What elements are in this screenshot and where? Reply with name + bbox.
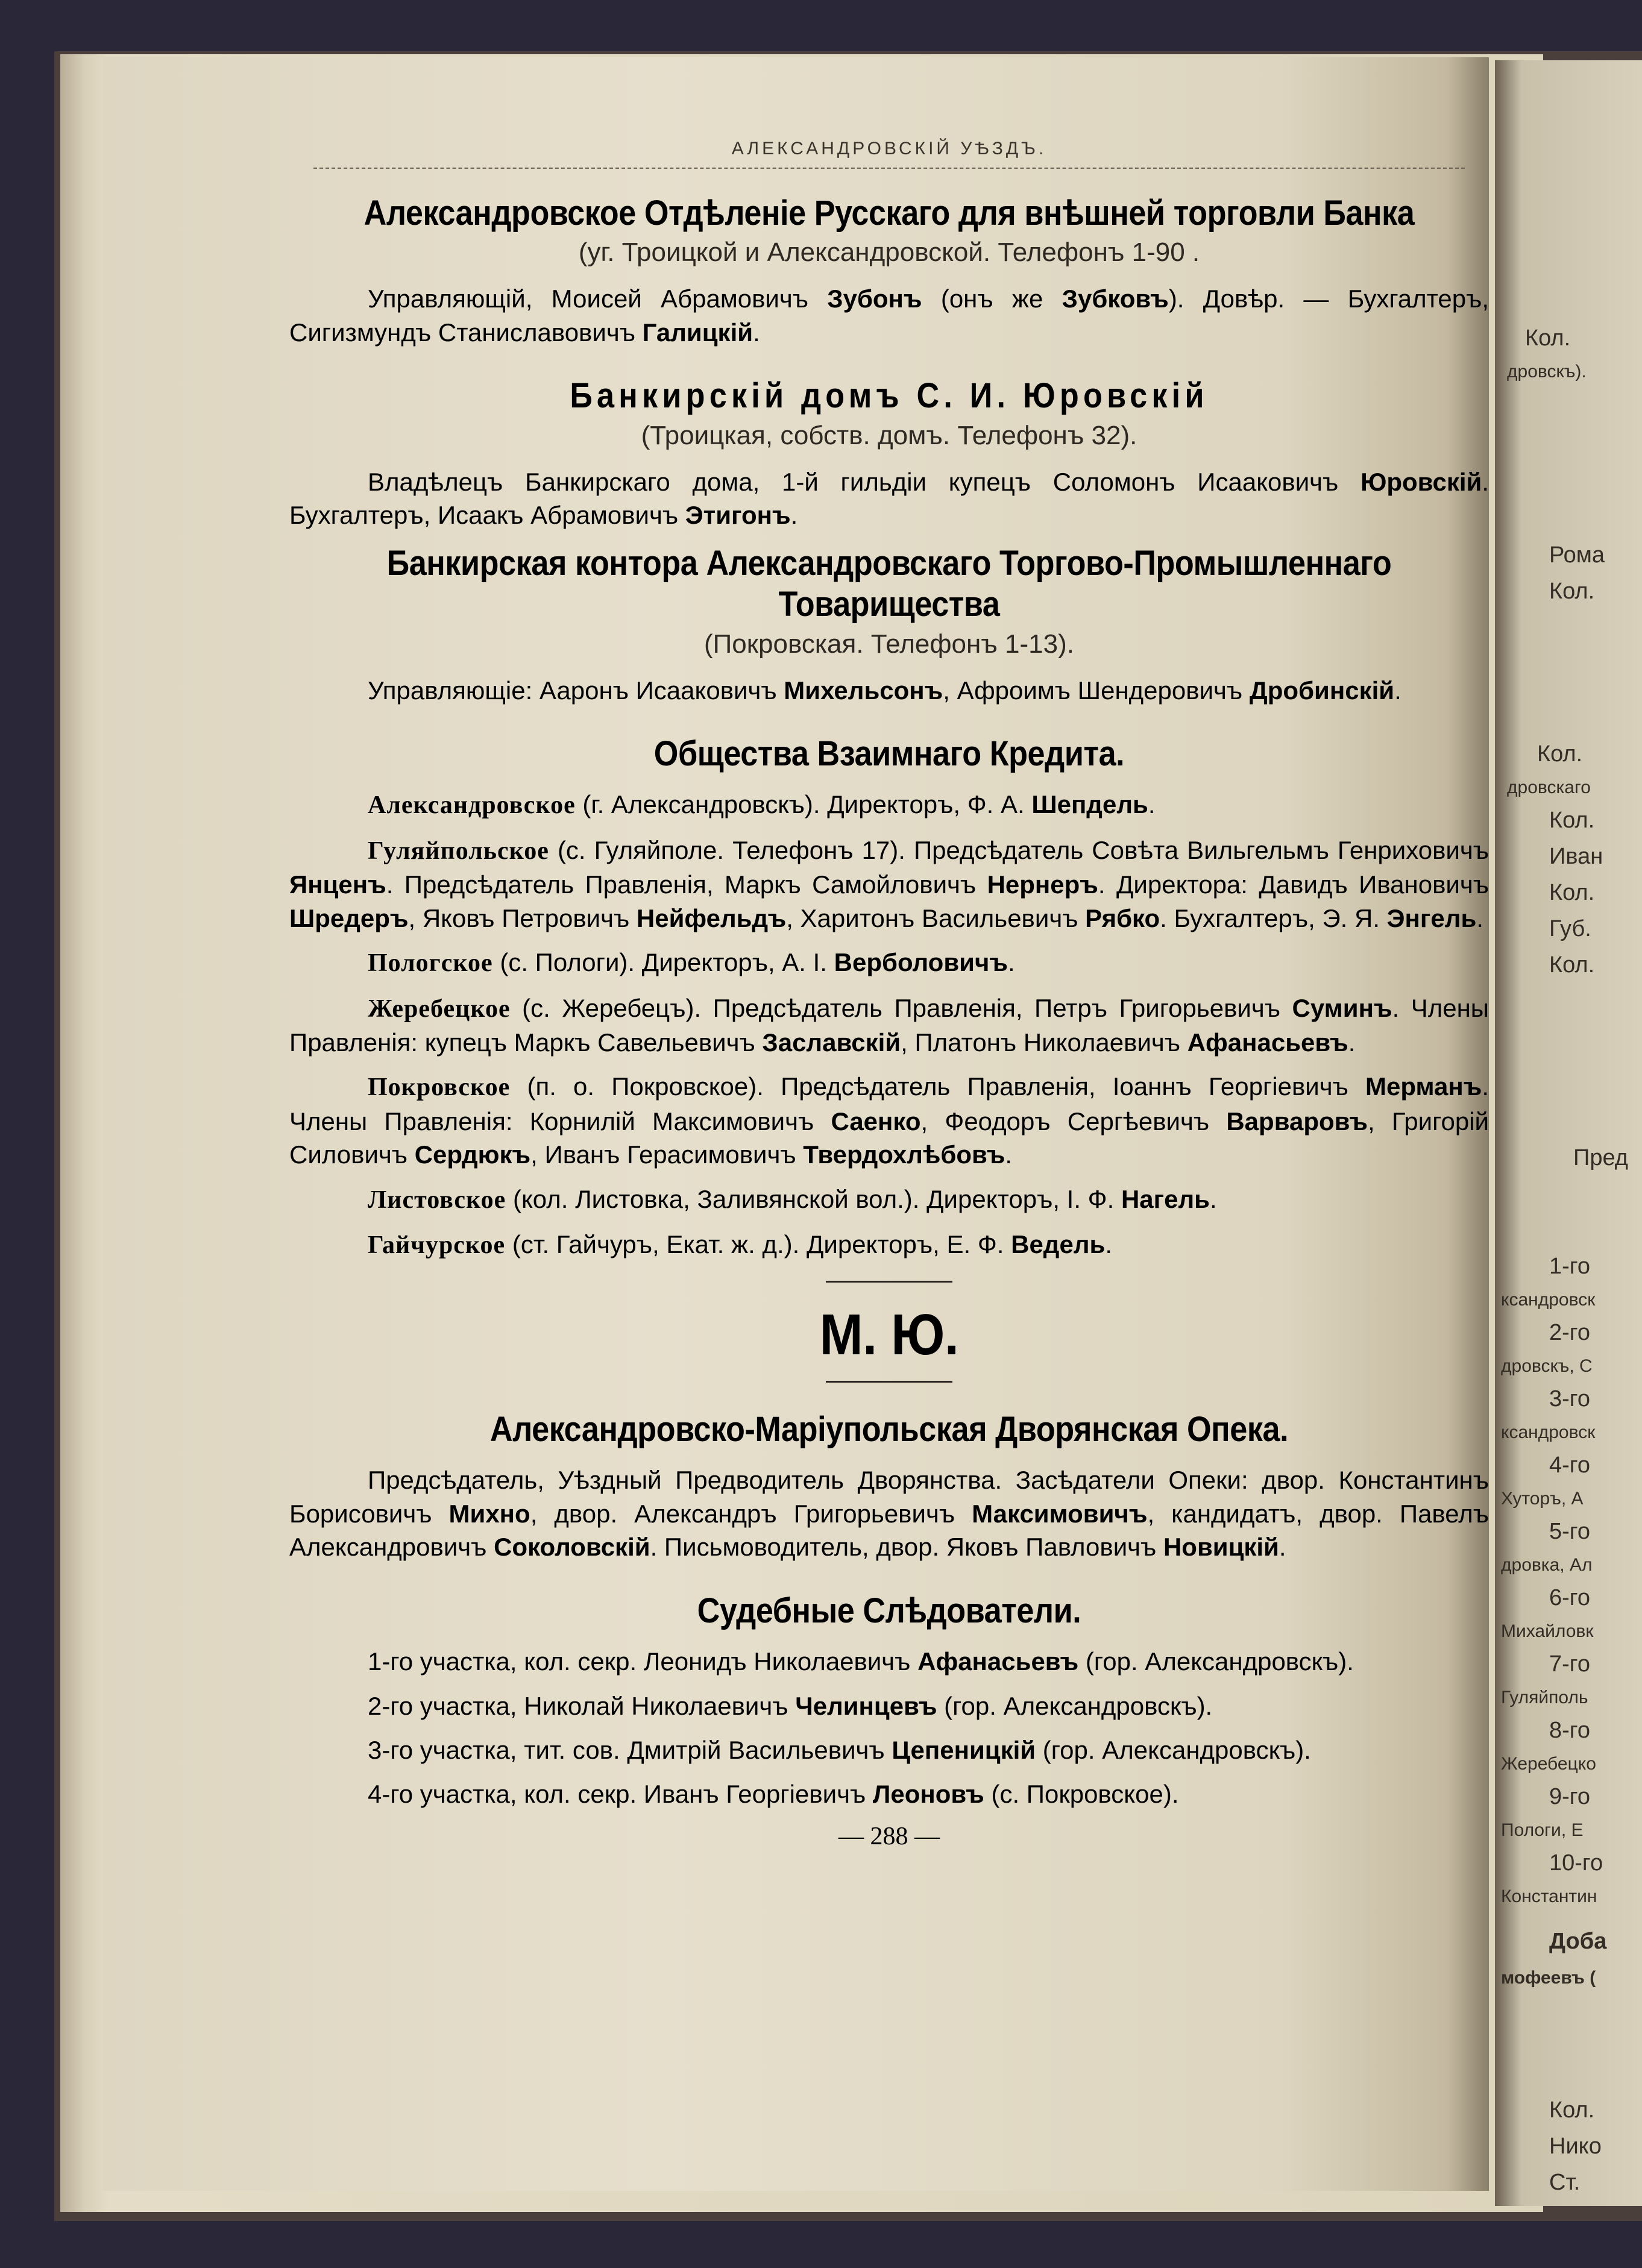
list-item: Жеребецкое (с. Жеребецъ). Предсѣдатель Правленія, Петръ Григорьевичъ Суминъ. Члены Правленія: купецъ Маркъ Савельевичъ Заславскій, Платонъ Николаевичъ Афанасьевъ. <box>289 993 1489 1057</box>
fragment: ксандровск <box>1501 1290 1596 1310</box>
fragment: Жеребецко <box>1501 1754 1596 1774</box>
entry-paragraph: Управляющій, Моисей Абрамовичъ Зубонъ (онъ же Зубковъ). Довѣр. — Бухгалтеръ, Сигизмундъ Станиславовичъ Галицкій. <box>289 284 1489 347</box>
fragment: 8-го <box>1549 1718 1590 1743</box>
fragment: Ст. <box>1549 2170 1581 2195</box>
fragment: 6-го <box>1549 1585 1590 1610</box>
fragment: дровскаго <box>1507 777 1591 797</box>
fragment: Рома <box>1549 542 1605 568</box>
fragment: 10-го <box>1549 1850 1603 1876</box>
fragment: Кол. <box>1525 325 1571 351</box>
running-head: АЛЕКСАНДРОВСКІЙ УѢЗДЪ. <box>313 139 1465 169</box>
fragment: мофеевъ ( <box>1501 1968 1596 1988</box>
fragment: Губ. <box>1549 916 1591 941</box>
fragment: Хуторъ, А <box>1501 1489 1584 1509</box>
page-content <box>289 139 1489 1851</box>
divider <box>826 1381 952 1383</box>
section-address: (уг. Троицкой и Александровской. Телефонъ 1-90 . <box>578 237 1200 268</box>
fragment: Кол. <box>1549 2097 1595 2123</box>
section-title-noble-guardianship: Александровско-Маріупольская Дворянская Опека. <box>489 1409 1289 1449</box>
fragment: дровка, Ал <box>1501 1555 1593 1575</box>
entry-paragraph: Управляющіе: Ааронъ Исааковичъ Михельсонъ, Афроимъ Шендеровичъ Дробинскій. <box>368 676 1401 705</box>
page-number: — 288 — <box>838 1822 940 1850</box>
list-item: Александровское (г. Александровскъ). Директоръ, Ф. А. Шепдель. <box>368 790 1156 820</box>
fragment: Иван <box>1549 844 1603 869</box>
right-page-fragment <box>1495 60 1642 2206</box>
section-title-banking-office: Банкирская контора Александровскаго Торгово-Промышленнаго Товарищества <box>386 543 1392 624</box>
list-item: Гайчурское (ст. Гайчуръ, Екат. ж. д.). Директоръ, Е. Ф. Ведель. <box>368 1230 1112 1260</box>
fragment: Кол. <box>1549 880 1595 905</box>
fragment: 2-го <box>1549 1320 1590 1345</box>
fragment: 4-го <box>1549 1453 1590 1478</box>
list-item: 2-го участка, Николай Николаевичъ Челинцевъ (гор. Александровскъ). <box>368 1691 1213 1720</box>
fragment: Михайловк <box>1501 1621 1594 1641</box>
list-item: 1-го участка, кол. секр. Леонидъ Николаевичъ Афанасьевъ (гор. Александровскъ). <box>368 1647 1354 1676</box>
fragment: 7-го <box>1549 1651 1590 1677</box>
entry-paragraph: Предсѣдатель, Уѣздный Предводитель Дворянства. Засѣдатели Опеки: двор. Константинъ Борисовичъ Михно, двор. Александръ Григорьевичъ Максимовичъ, кандидатъ, двор. Павелъ Александровичъ Соколовскій. Письмоводитель, двор. Яковъ Павловичъ Новицкій. <box>289 1466 1489 1562</box>
fragment: 1-го <box>1549 1254 1590 1279</box>
list-item: Листовское (кол. Листовка, Заливянской вол.). Директоръ, І. Ф. Нагель. <box>368 1184 1217 1214</box>
fragment: Пред <box>1573 1145 1628 1170</box>
section-address: (Троицкая, собств. домъ. Телефонъ 32). <box>641 420 1137 450</box>
section-address: (Покровская. Телефонъ 1-13). <box>704 629 1074 659</box>
entry-paragraph: Владѣлецъ Банкирскаго дома, 1-й гильдіи купецъ Соломонъ Исааковичъ Юровскій. Бухгалтеръ, Исаакъ Абрамовичъ Этигонъ. <box>289 467 1489 530</box>
section-mark: М. Ю. <box>819 1302 959 1367</box>
fragment: Пологи, Е <box>1501 1820 1584 1840</box>
fragment: Нико <box>1549 2134 1602 2159</box>
fragment: Доба <box>1549 1929 1607 1954</box>
fragment: 9-го <box>1549 1784 1590 1809</box>
fragment: Гуляйполь <box>1501 1688 1588 1707</box>
fragment: дровскъ). <box>1507 362 1587 382</box>
section-title-bank-branch: Александровское Отдѣленіе Русскаго для внѣшней торговли Банка <box>363 193 1415 233</box>
divider <box>826 1281 952 1283</box>
fragment: Константин <box>1501 1886 1597 1906</box>
list-item: 4-го участка, кол. секр. Иванъ Георгіевичъ Леоновъ (с. Покровское). <box>368 1780 1179 1809</box>
section-title-investigators: Судебные Слѣдователи. <box>697 1591 1081 1630</box>
list-item: 3-го участка, тит. сов. Дмитрій Васильевичъ Цепеницкій (гор. Александровскъ). <box>368 1735 1311 1764</box>
fragment: Кол. <box>1549 952 1595 978</box>
fragment: Кол. <box>1537 741 1583 767</box>
fragment: Кол. <box>1549 579 1595 604</box>
fragment: 5-го <box>1549 1519 1590 1544</box>
fragment: дровскъ, С <box>1501 1356 1593 1376</box>
list-item: Гуляйпольское (с. Гуляйполе. Телефонъ 17). Предсѣдатель Совѣта Вильгельмъ Генриховичъ Янценъ. Предсѣдатель Правленія, Маркъ Самойловичъ Нернеръ. Директора: Давидъ Ивановичъ Шредеръ, Яковъ Петровичъ Нейфельдъ, Харитонъ Васильевичъ Рябко. Бухгалтеръ, Э. Я. Энгель. <box>289 835 1489 932</box>
list-item: Пологское (с. Пологи). Директоръ, А. І. Верболовичъ. <box>368 948 1015 978</box>
fragment: 3-го <box>1549 1386 1590 1412</box>
fragment: ксандровск <box>1501 1422 1596 1442</box>
section-title-credit-societies: Общества Взаимнаго Кредита. <box>653 733 1125 773</box>
section-title-banking-house: Банкирскій домъ С. И. Юровскій <box>570 376 1209 416</box>
fragment: Кол. <box>1549 808 1595 833</box>
list-item: Покровское (п. о. Покровское). Предсѣдатель Правленія, Іоаннъ Георгіевичъ Мерманъ. Члены Правленія: Корнилій Максимовичъ Саенко, Феодоръ Сергѣевичъ Варваровъ, Григорій Силовичъ Сердюкъ, Иванъ Герасимовичъ Твердохлѣбовъ. <box>289 1072 1489 1169</box>
